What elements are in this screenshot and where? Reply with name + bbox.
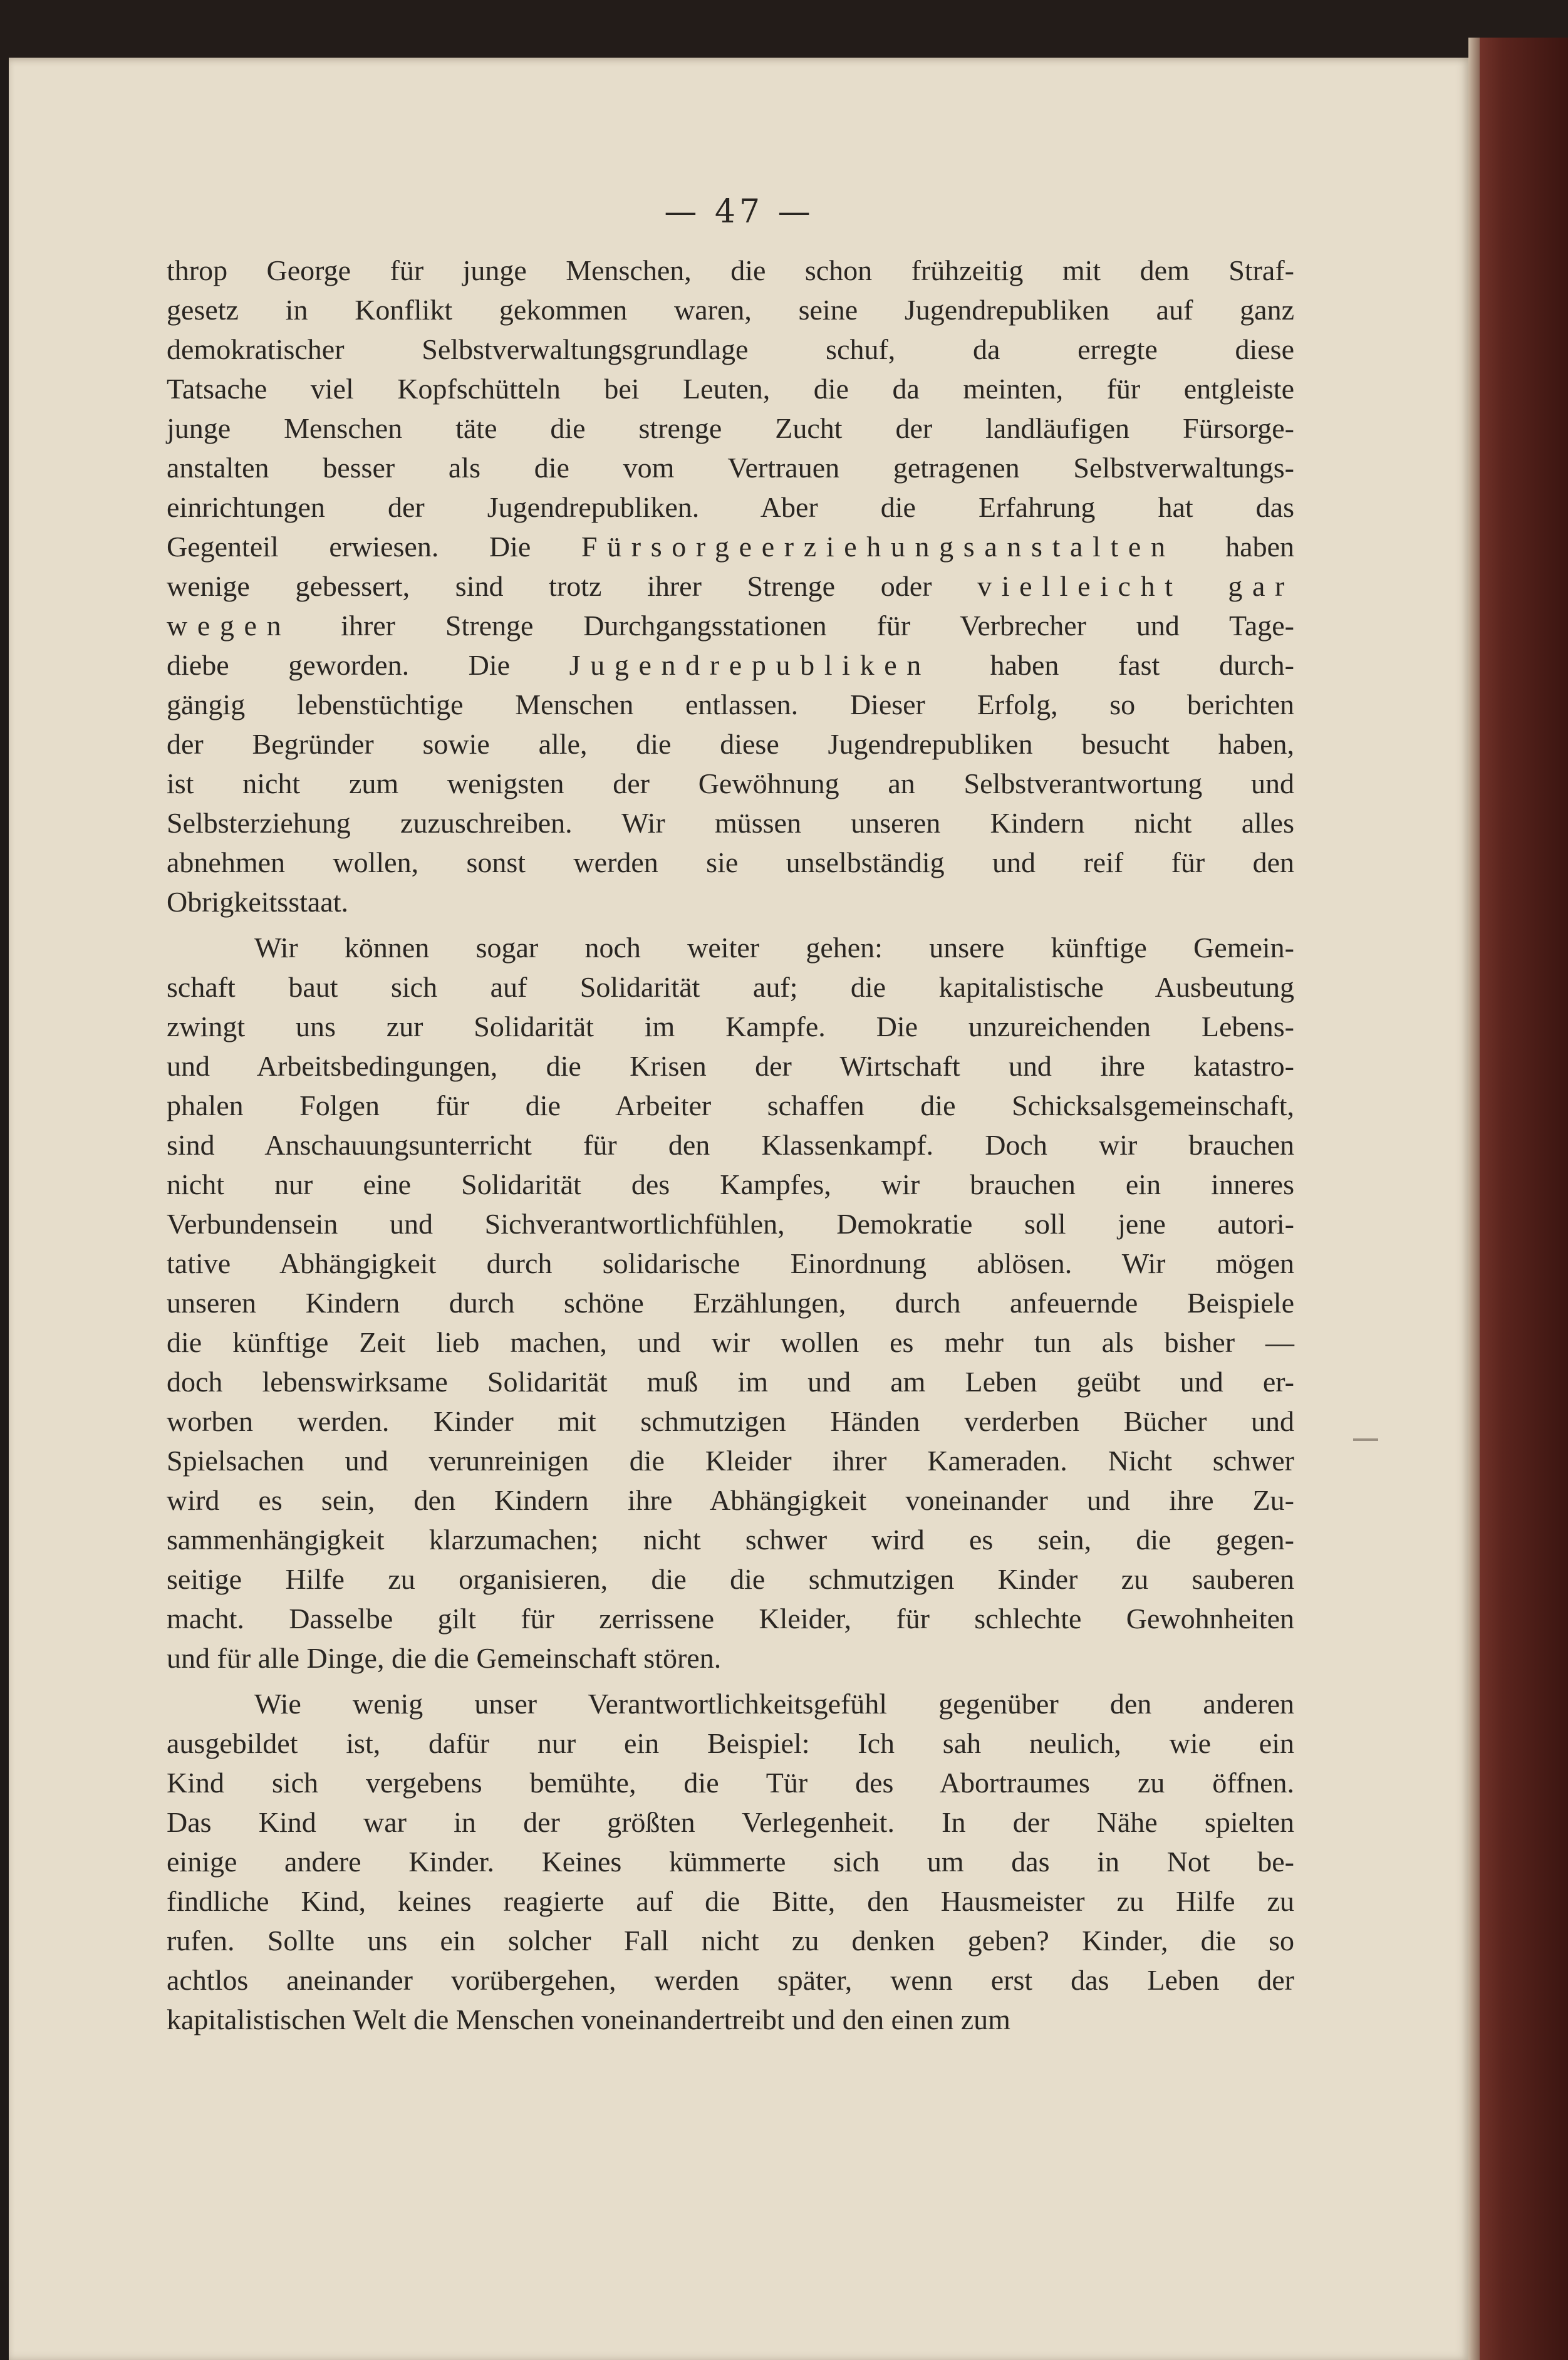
- text-line: der Begründer sowie alle, die diese Jugendrepubliken besucht haben,: [167, 728, 1294, 760]
- text-segment: haben: [1175, 531, 1294, 563]
- text-line: einrichtungen der Jugendrepubliken. Aber die Erfahrung hat das: [167, 491, 1294, 523]
- text-line: Kind sich vergebens bemühte, die Tür des Abortraumes zu öffnen.: [167, 1767, 1294, 1799]
- text-line: gängig lebenstüchtige Menschen entlassen. Dieser Erfolg, so berichten: [167, 689, 1294, 720]
- text-line: demokratischer Selbstverwaltungsgrundlage schuf, da erregte diese: [167, 333, 1294, 365]
- text-line: Obrigkeitsstaat.: [167, 886, 348, 918]
- text-line: Das Kind war in der größten Verlegenheit. In der Nähe spielten: [167, 1806, 1294, 1838]
- text-line: doch lebenswirksame Solidarität muß im und am Leben geübt und er-: [167, 1366, 1294, 1398]
- text-line: schaft baut sich auf Solidarität auf; die kapitalistische Ausbeutung: [167, 971, 1294, 1003]
- text-segment: ihrer Strenge Durchgangsstationen für Verbrecher und Tage-: [291, 610, 1294, 642]
- scan-top-edge: [0, 0, 1568, 60]
- paragraph-gap: [167, 1678, 1294, 1684]
- text-line: anstalten besser als die vom Vertrauen getragenen Selbstverwaltungs-: [167, 452, 1294, 484]
- text-line: Tatsache viel Kopfschütteln bei Leuten, die da meinten, für entgleiste: [167, 373, 1294, 405]
- text-line: [167, 527, 1294, 566]
- text-line: Wie wenig unser Verantwortlichkeitsgefühl gegenüber den anderen: [254, 1688, 1294, 1720]
- text-line: worben werden. Kinder mit schmutzigen Händen verderben Bücher und: [167, 1405, 1294, 1437]
- emphasized-word: Fürsorgeerziehungsanstalten: [581, 531, 1175, 563]
- page-body-text: [167, 251, 1294, 2039]
- text-line: abnehmen wollen, sonst werden sie unselbständig und reif für den: [167, 846, 1294, 878]
- text-line: Wir können sogar noch weiter gehen: unsere künftige Gemein-: [254, 932, 1294, 964]
- text-line: und Arbeitsbedingungen, die Krisen der Wirtschaft und ihre katastro-: [167, 1050, 1294, 1082]
- text-line: [167, 645, 1294, 685]
- text-segment: diebe geworden. Die: [167, 649, 569, 681]
- text-line: throp George für junge Menschen, die schon frühzeitig mit dem Straf-: [167, 254, 1294, 286]
- emphasized-word: Jugendrepubliken: [569, 649, 931, 681]
- text-line: [167, 566, 1294, 606]
- text-line: Verbundensein und Sichverantwortlichfühlen, Demokratie soll jene autori-: [167, 1208, 1294, 1240]
- text-line: die künftige Zeit lieb machen, und wir wollen es mehr tun als bisher —: [167, 1326, 1294, 1358]
- text-line: unseren Kindern durch schöne Erzählungen, durch anfeuernde Beispiele: [167, 1287, 1294, 1319]
- text-line: achtlos aneinander vorübergehen, werden später, wenn erst das Leben der: [167, 1964, 1294, 1996]
- text-line: tative Abhängigkeit durch solidarische Einordnung ablösen. Wir mögen: [167, 1247, 1294, 1279]
- text-line: junge Menschen täte die strenge Zucht der landläufigen Fürsorge-: [167, 412, 1294, 444]
- paragraph-gap: [167, 922, 1294, 928]
- text-line: ausgebildet ist, dafür nur ein Beispiel: Ich sah neulich, wie ein: [167, 1727, 1294, 1759]
- text-line: einige andere Kinder. Keines kümmerte sich um das in Not be-: [167, 1846, 1294, 1878]
- text-line: [167, 606, 1294, 645]
- text-segment: [1183, 570, 1228, 602]
- text-line: kapitalistischen Welt die Menschen voneinandertreibt und den einen zum: [167, 2004, 1010, 2035]
- text-line: zwingt uns zur Solidarität im Kampfe. Die unzureichenden Lebens-: [167, 1011, 1294, 1042]
- margin-mark: [1353, 1438, 1378, 1441]
- text-line: Spielsachen und verunreinigen die Kleider ihrer Kameraden. Nicht schwer: [167, 1445, 1294, 1477]
- text-line: rufen. Sollte uns ein solcher Fall nicht zu denken geben? Kinder, die so: [167, 1925, 1294, 1957]
- text-segment: Gegenteil erwiesen. Die: [167, 531, 581, 563]
- text-line: phalen Folgen für die Arbeiter schaffen die Schicksalsgemeinschaft,: [167, 1089, 1294, 1121]
- text-line: ist nicht zum wenigsten der Gewöhnung an Selbstverantwortung und: [167, 767, 1294, 799]
- book-cover-edge: [1468, 38, 1568, 2360]
- text-line: macht. Dasselbe gilt für zerrissene Kleider, für schlechte Gewohnheiten: [167, 1603, 1294, 1635]
- emphasized-word: wegen: [167, 610, 291, 642]
- text-line: sind Anschauungsunterricht für den Klassenkampf. Doch wir brauchen: [167, 1129, 1294, 1161]
- text-line: Selbsterziehung zuzuschreiben. Wir müssen unseren Kindern nicht alles: [167, 807, 1294, 839]
- emphasized-word: vielleicht: [977, 570, 1183, 602]
- text-segment: haben fast durch-: [930, 649, 1294, 681]
- text-line: gesetz in Konflikt gekommen waren, seine Jugendrepubliken auf ganz: [167, 294, 1294, 326]
- text-segment: wenige gebessert, sind trotz ihrer Strenge oder: [167, 570, 978, 602]
- text-line: seitige Hilfe zu organisieren, die die schmutzigen Kinder zu sauberen: [167, 1563, 1294, 1595]
- emphasized-word: gar: [1228, 570, 1294, 602]
- text-line: findliche Kind, keines reagierte auf die Bitte, den Hausmeister zu Hilfe zu: [167, 1885, 1294, 1917]
- page-number: — 47 —: [664, 193, 814, 231]
- text-line: wird es sein, den Kindern ihre Abhängigkeit voneinander und ihre Zu-: [167, 1484, 1294, 1516]
- text-line: und für alle Dinge, die die Gemeinschaft stören.: [167, 1642, 722, 1674]
- text-line: nicht nur eine Solidarität des Kampfes, wir brauchen ein inneres: [167, 1168, 1294, 1200]
- text-line: sammenhängigkeit klarzumachen; nicht schwer wird es sein, die gegen-: [167, 1524, 1294, 1556]
